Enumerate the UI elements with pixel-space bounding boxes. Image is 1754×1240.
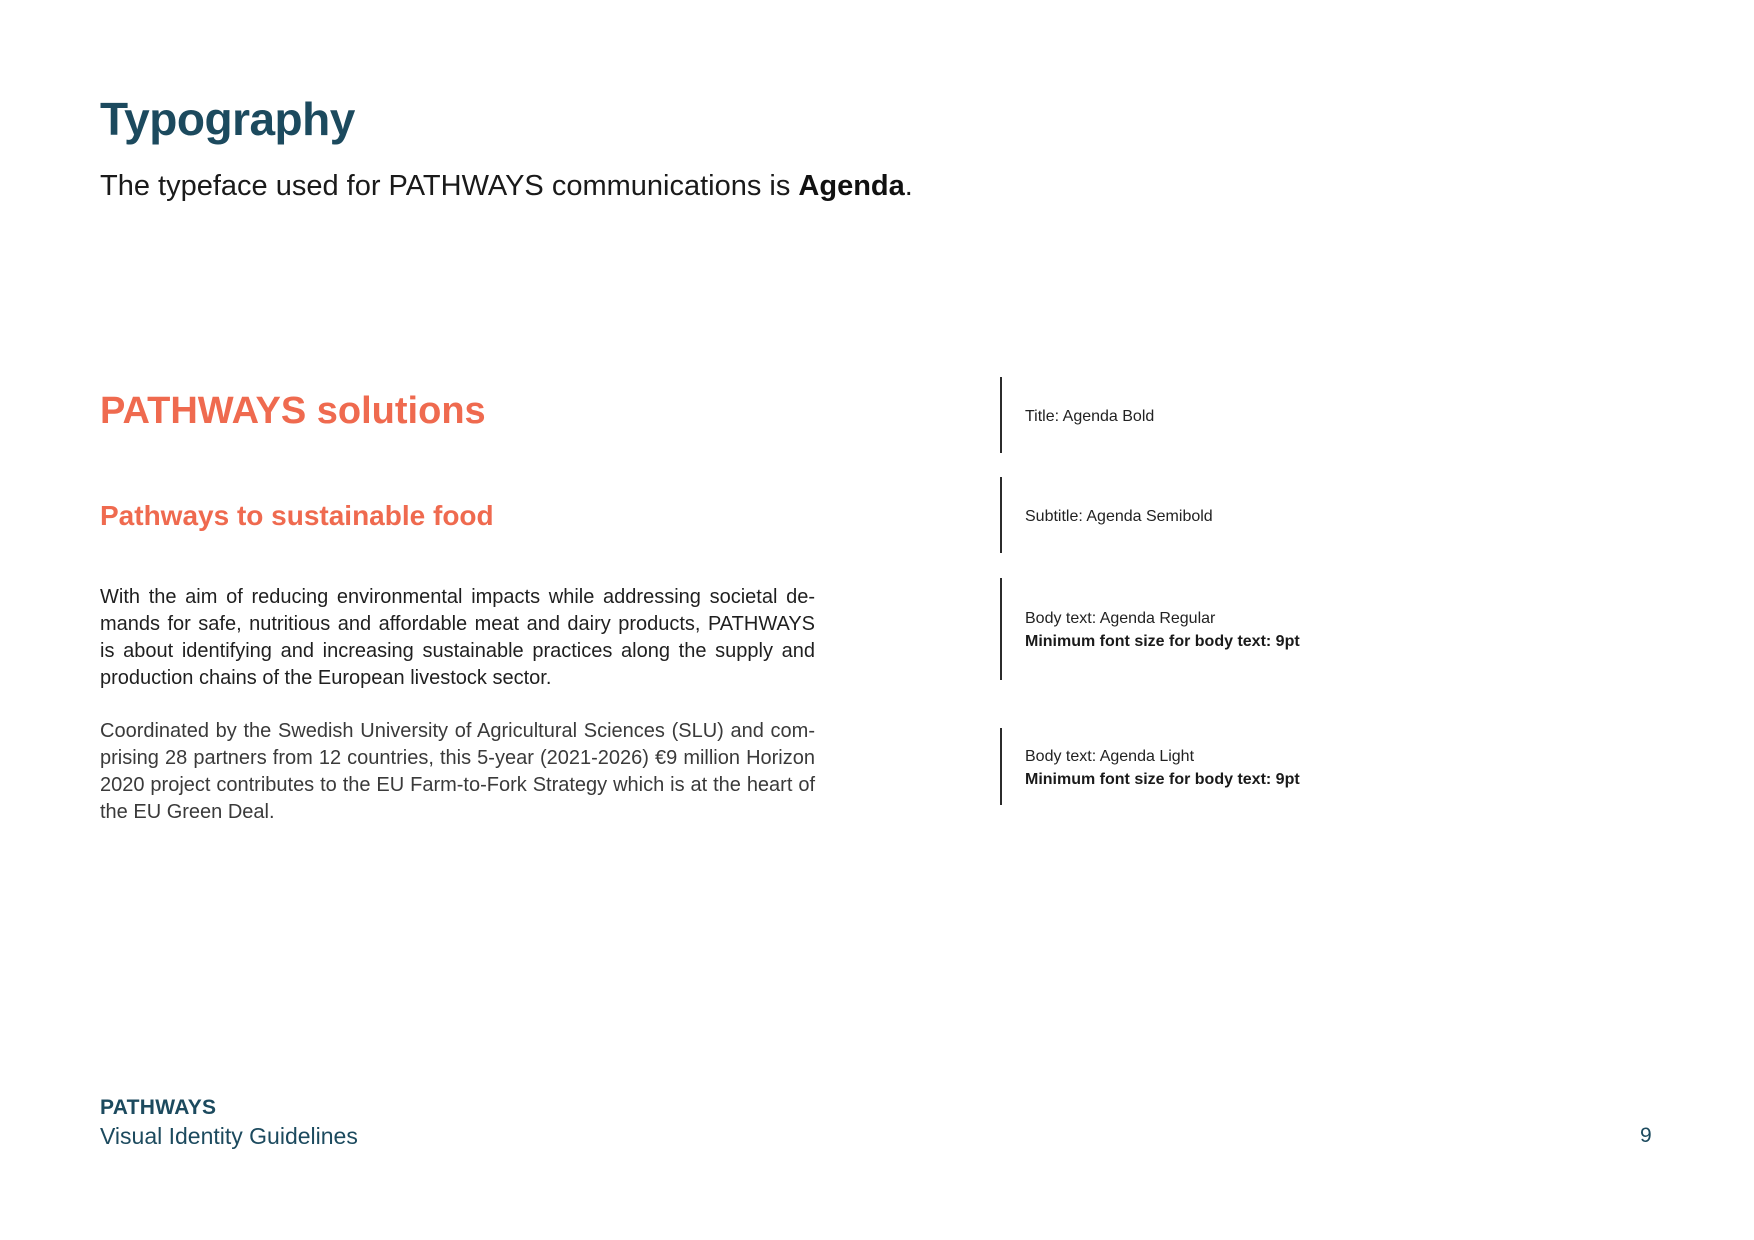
sample-body-light: Coordinated by the Swedish University of Agricultural Sciences (SLU) and com-prising 28 partners from 12 countries, this 5-year (2021-2026) €9 million Horizon 2020 project contributes to the EU Farm-to-Fork Strategy which is at the heart of the EU Green Deal. — [100, 720, 815, 823]
body-regular-min-size: Minimum font size for body text: 9pt — [1025, 633, 1300, 650]
title-spec-rule — [1000, 377, 1002, 453]
sample-title: PATHWAYS solutions — [100, 390, 486, 432]
intro-text — [100, 170, 913, 203]
footer-brand: PATHWAYS — [100, 1096, 217, 1119]
footer-subtitle: Visual Identity Guidelines — [100, 1123, 358, 1149]
subtitle-spec-rule — [1000, 477, 1002, 553]
body-regular-spec — [1025, 607, 1300, 653]
page-title: Typography — [100, 93, 355, 145]
subtitle-spec: Subtitle: Agenda Semibold — [1025, 508, 1213, 525]
body-light-spec — [1025, 745, 1300, 791]
body-light-min-size: Minimum font size for body text: 9pt — [1025, 771, 1300, 788]
body-light-spec-label: Body text: Agenda Light — [1025, 748, 1195, 765]
body-regular-spec-rule — [1000, 578, 1002, 680]
intro-prefix: The typeface used for PATHWAYS communications is — [100, 170, 799, 202]
body-light-spec-rule — [1000, 728, 1002, 805]
title-spec: Title: Agenda Bold — [1025, 408, 1155, 425]
page-number: 9 — [1640, 1124, 1652, 1147]
body-regular-spec-label: Body text: Agenda Regular — [1025, 610, 1216, 627]
sample-body-regular: With the aim of reducing environmental impacts while addressing societal de-mands for safe, nutritious and affordable meat and dairy products, PATHWAYS is about identifying and increasing sustainable practices along the supply and production chains of the European livestock sector. — [100, 586, 815, 689]
intro-suffix: . — [904, 170, 913, 202]
intro-typeface: Agenda — [798, 170, 905, 202]
sample-subtitle: Pathways to sustainable food — [100, 500, 494, 531]
